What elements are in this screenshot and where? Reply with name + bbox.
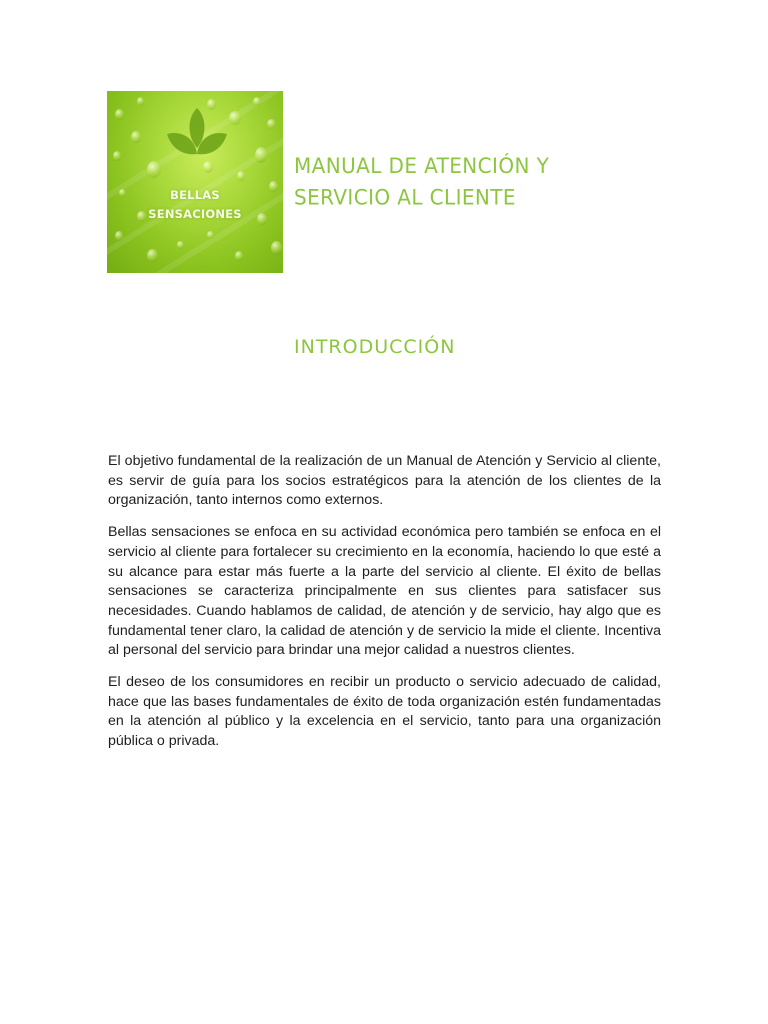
water-drop (267, 119, 276, 129)
paragraph: El deseo de los consumidores en recibir un producto o servicio adecuado de calidad, hace que las bases fundamentales de éxito de toda organización estén fundamentadas en la atención al público y la excelencia en el servicio, tanto para una organización pública o privada. (108, 674, 661, 750)
document-title (294, 150, 549, 213)
water-drop (113, 151, 121, 161)
paragraph: El objetivo fundamental de la realización de un Manual de Atención y Servicio al cliente, es servir de guía para los socios estratégicos para la atención de los clientes de la organización, tanto internos como externos. (108, 453, 661, 509)
water-drop (115, 109, 124, 120)
water-drop (207, 231, 214, 239)
water-drop (235, 251, 243, 261)
water-drop (271, 241, 282, 255)
bellas-sensaciones-logo (107, 91, 283, 273)
logo-brand-line-1: BELLAS (170, 188, 220, 202)
water-drop (253, 97, 261, 106)
water-drop (255, 147, 267, 163)
water-drop (115, 231, 123, 241)
three-leaves-icon (165, 106, 229, 172)
water-drop (147, 249, 158, 262)
paragraph: Bellas sensaciones se enfoca en su actividad económica pero también se enfoca en el servicio al cliente para fortalecer su crecimiento en la economía, haciendo lo que esté a su alcance para estar más fuerte a la parte del servicio al cliente. El éxito de bellas sensaciones se caracteriza principalmente en sus clientes para satisfacer sus necesidades. Cuando hablamos de calidad, de atención y de servicio, hay algo que es fundamental tener claro, la calidad de atención y de servicio la mide el cliente. Incentiva al personal del servicio para brindar una mejor calidad a nuestros clientes. (108, 524, 661, 659)
water-drop (147, 161, 161, 178)
section-heading: INTRODUCCIÓN (294, 336, 456, 358)
section-body (108, 452, 661, 764)
logo-brand-line-2: SENSACIONES (148, 207, 242, 221)
water-drop (229, 111, 241, 125)
document-title-line-2: SERVICIO AL CLIENTE (294, 184, 516, 210)
water-drop (237, 171, 245, 181)
water-drop (177, 241, 184, 249)
water-drop (131, 131, 141, 143)
document-title-line-1: MANUAL DE ATENCIÓN Y (294, 153, 550, 179)
water-drop (137, 97, 144, 106)
